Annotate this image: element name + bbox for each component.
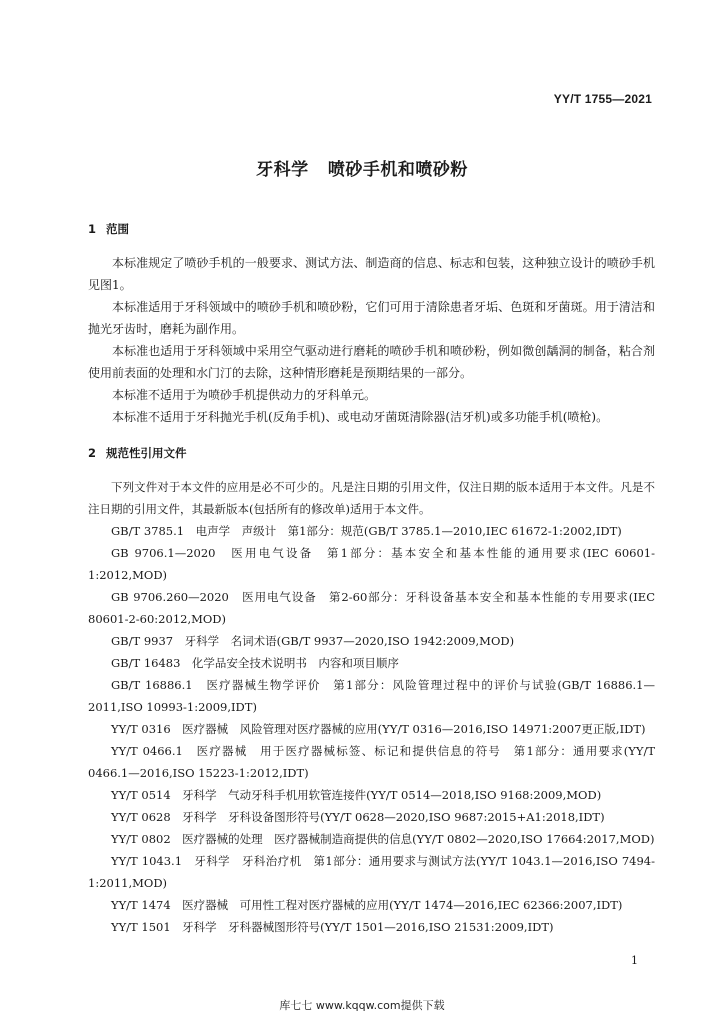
reference-item: GB/T 9937 牙科学 名词术语(GB/T 9937—2020,ISO 1942:2009,MOD) — [111, 634, 515, 648]
section-scope — [88, 218, 655, 428]
document-title: 牙科学 喷砂手机和喷砂粉 — [256, 160, 468, 180]
reference-item: YY/T 0628 牙科学 牙科设备图形符号(YY/T 0628—2020,ISO 9687:2015+A1:2018,IDT) — [111, 810, 605, 824]
section-normative-references — [88, 442, 655, 938]
download-watermark: 库七七 www.kqqw.com提供下载 — [279, 999, 445, 1012]
reference-item: YY/T 0316 医疗器械 风险管理对医疗器械的应用(YY/T 0316—2016,ISO 14971:2007更正版,IDT) — [111, 722, 646, 736]
document-body — [88, 218, 655, 938]
section-number: 2 — [88, 446, 97, 460]
reference-item: YY/T 0514 牙科学 气动牙科手机用软管连接件(YY/T 0514—2018,ISO 9168:2009,MOD) — [111, 788, 602, 802]
section-number: 1 — [88, 222, 97, 236]
reference-item: GB 9706.260—2020 医用电气设备 第2-60部分：牙科设备基本安全和基本性能的专用要求(IEC 80601-2-60:2012,MOD) — [88, 590, 655, 626]
reference-item: GB/T 16483 化学品安全技术说明书 内容和项目顺序 — [111, 656, 399, 670]
reference-item: GB/T 16886.1 医疗器械生物学评价 第1部分：风险管理过程中的评价与试验(GB/T 16886.1—2011,ISO 10993-1:2009,IDT) — [88, 678, 655, 714]
section-heading-scope — [88, 218, 655, 240]
reference-item: YY/T 1043.1 牙科学 牙科治疗机 第1部分：通用要求与测试方法(YY/T 1043.1—2016,ISO 7494-1:2011,MOD) — [88, 854, 655, 890]
section-heading-normative — [88, 442, 655, 464]
scope-paragraph: 本标准不适用于牙科抛光手机(反角手机)、或电动牙菌斑清除器(洁牙机)或多功能手机(喷枪)。 — [112, 410, 609, 424]
page-number: 1 — [631, 954, 638, 967]
reference-item: YY/T 1501 牙科学 牙科器械图形符号(YY/T 1501—2016,ISO 21531:2009,IDT) — [111, 920, 554, 934]
normative-intro: 下列文件对于本文件的应用是必不可少的。凡是注日期的引用文件，仅注日期的版本适用于本文件。凡是不注日期的引用文件，其最新版本(包括所有的修改单)适用于本文件。 — [88, 480, 655, 516]
reference-item: YY/T 1474 医疗器械 可用性工程对医疗器械的应用(YY/T 1474—2016,IEC 62366:2007,IDT) — [111, 898, 623, 912]
section-title: 范围 — [106, 222, 129, 236]
scope-paragraph: 本标准适用于牙科领域中的喷砂手机和喷砂粉，它们可用于清除患者牙垢、色斑和牙菌斑。用于清洁和抛光牙齿时，磨耗为副作用。 — [88, 300, 655, 336]
reference-item: GB/T 3785.1 电声学 声级计 第1部分：规范(GB/T 3785.1—2010,IEC 61672-1:2002,IDT) — [111, 524, 622, 538]
standard-code-header: YY/T 1755—2021 — [553, 92, 652, 106]
section-title: 规范性引用文件 — [106, 446, 187, 460]
scope-paragraph: 本标准也适用于牙科领域中采用空气驱动进行磨耗的喷砂手机和喷砂粉，例如微创龋洞的制备，粘合剂使用前表面的处理和水门汀的去除，这种情形磨耗是预期结果的一部分。 — [88, 344, 655, 380]
scope-paragraph: 本标准规定了喷砂手机的一般要求、测试方法、制造商的信息、标志和包装，这种独立设计的喷砂手机见图1。 — [88, 256, 655, 292]
reference-item: YY/T 0466.1 医疗器械 用于医疗器械标签、标记和提供信息的符号 第1部分：通用要求(YY/T 0466.1—2016,ISO 15223-1:2012,IDT) — [88, 744, 655, 780]
reference-item: YY/T 0802 医疗器械的处理 医疗器械制造商提供的信息(YY/T 0802—2020,ISO 17664:2017,MOD) — [111, 832, 655, 846]
scope-paragraph: 本标准不适用于为喷砂手机提供动力的牙科单元。 — [112, 388, 377, 402]
reference-item: GB 9706.1—2020 医用电气设备 第1部分：基本安全和基本性能的通用要求(IEC 60601-1:2012,MOD) — [88, 546, 655, 582]
